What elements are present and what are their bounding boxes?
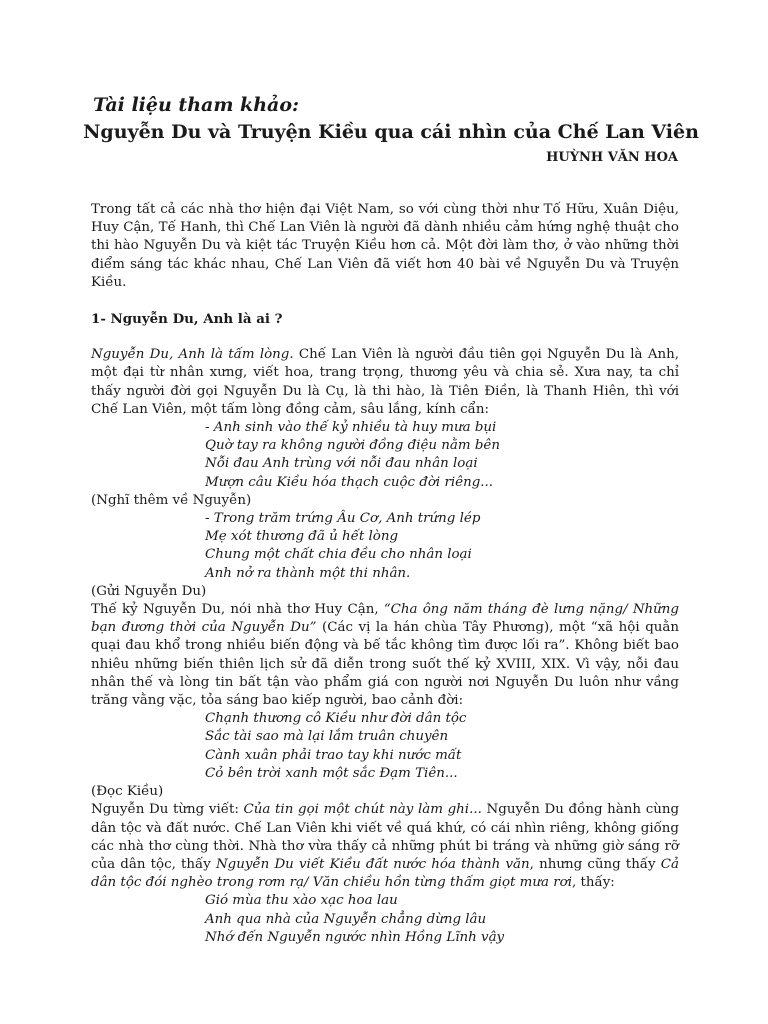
paragraph-3-quote-3: Cả dân tộc đói nghèo trong rơm rạ/ Văn chiều hồn từng thấm giọt mưa rơi (91, 856, 679, 891)
poem-3 (91, 710, 679, 783)
poem-line: Nhớ đến Nguyễn ngước nhìn Hồng Lĩnh vậy (205, 929, 505, 945)
poem-line: Anh nở ra thành một thi nhân. (205, 565, 411, 581)
poem-line: Chung một chất chia đều cho nhân loại (205, 547, 472, 563)
paragraph-3-text-a: Nguyễn Du từng viết: (91, 802, 244, 818)
poem-line: - Trong trăm trứng Âu Cơ, Anh trứng lép (205, 511, 481, 527)
paragraph-3-quote-2: Nguyễn Du viết Kiều đất nước hóa thành văn (215, 856, 530, 872)
poem-source-3: (Đọc Kiều) (91, 784, 164, 800)
paragraph-2 (91, 601, 679, 710)
paragraph-1-italic: Nguyễn Du, Anh là tấm lòng. (91, 347, 294, 363)
poem-line: Mẹ xót thương đã ủ hết lòng (205, 529, 399, 545)
paragraph-2-text-a: Thế kỷ Nguyễn Du, nói nhà thơ Huy Cận, (91, 602, 384, 618)
poem-4 (91, 892, 679, 947)
poem-line: Anh qua nhà của Nguyễn chẳng dừng lâu (205, 911, 487, 927)
poem-line: Sắc tài sao mà lại lắm truân chuyên (205, 729, 449, 745)
page-title: Nguyễn Du và Truyện Kiều qua cái nhìn của Chế Lan Viên (83, 121, 699, 143)
reference-label: Tài liệu tham khảo: (93, 94, 300, 116)
paragraph-3 (91, 801, 679, 892)
paragraph-1-text: Chế Lan Viên là người đầu tiên gọi Nguyễn Du là Anh, một đại từ nhân xưng, viết hoa, trang trọng, thương yêu và chia sẻ. Xưa nay, ta chỉ thấy người đời gọi Nguyễn Du là Cụ, là thi hào, là Tiên Điền, là Thanh Hiên, thì với Chế Lan Viên, một tấm lòng đồng cảm, sâu lắng, kính cẩn: (91, 347, 679, 417)
poem-2 (91, 510, 679, 583)
poem-source-1: (Nghĩ thêm về Nguyễn) (91, 492, 252, 508)
poem-line: - Anh sinh vào thế kỷ nhiều tà huy mưa bụi (205, 420, 497, 436)
paragraph-3-text-e: , nhưng cũng thấy (529, 856, 661, 872)
intro-paragraph: Trong tất cả các nhà thơ hiện đại Việt Nam, so với cùng thời như Tố Hữu, Xuân Diệu, Huy Cận, Tế Hanh, thì Chế Lan Viên là người đã dành nhiều cảm hứng nghệ thuật cho thi hào Nguyễn Du và kiệt tác Truyện Kiều hơn cả. Một đời làm thơ, ở vào những thời điểm sáng tác khác nhau, Chế Lan Viên đã viết hơn 40 bài về Nguyễn Du và Truyện Kiều. (91, 202, 679, 290)
poem-1 (91, 419, 679, 492)
paragraph-1 (91, 346, 679, 419)
section-heading: 1- Nguyễn Du, Anh là ai ? (91, 311, 283, 328)
poem-line: Chạnh thương cô Kiều như đời dân tộc (205, 711, 467, 727)
paragraph-2-quote: “Cha ông năm tháng đè lưng nặng/ Những bạn đương thời của Nguyễn Du” (91, 602, 679, 636)
paragraph-3-text-g: , thấy: (571, 875, 615, 891)
paragraph-2-text-c: (Các vị la hán chùa Tây Phương), một “xã hội quằn quại đau khổ trong nhiều biến động và bế tắc không tìm được lối ra”. Không biết bao nhiêu những biến thiên lịch sử đã diễn trong suốt thế kỷ XVIII, XIX. Vì vậy, nỗi đau nhân thế và lòng tin bất tận vào phẩm giá con người nơi Nguyễn Du luôn như vầng trăng vằng vặc, tỏa sáng bao kiếp người, bao cảnh đời: (91, 620, 679, 709)
poem-line: Mượn câu Kiều hóa thạch cuộc đời riêng... (205, 474, 494, 490)
poem-line: Cành xuân phải trao tay khi nước mất (205, 747, 462, 763)
poem-line: Gió mùa thu xào xạc hoa lau (205, 893, 398, 909)
poem-line: Nỗi đau Anh trùng với nỗi đau nhân loại (205, 456, 478, 472)
author-name: HUỲNH VĂN HOA (546, 150, 678, 165)
poem-source-2: (Gửi Nguyễn Du) (91, 583, 207, 599)
paragraph-3-quote-1: Của tin gọi một chút này làm ghi... (243, 802, 482, 818)
poem-line: Quờ tay ra không người đồng điệu nằm bên (205, 438, 500, 454)
article-body (91, 201, 679, 947)
paragraph-3-text-c: Nguyễn Du đồng hành cùng dân tộc và đất nước. Chế Lan Viên khi viết về quá khứ, có cái nhìn riêng, không giống các nhà thơ cùng thời. Nhà thơ vừa thấy cả những phút bi tráng và những giờ sáng rỡ của dân tộc, thấy (91, 802, 680, 872)
poem-line: Cỏ bên trời xanh một sắc Đạm Tiên... (205, 765, 458, 781)
